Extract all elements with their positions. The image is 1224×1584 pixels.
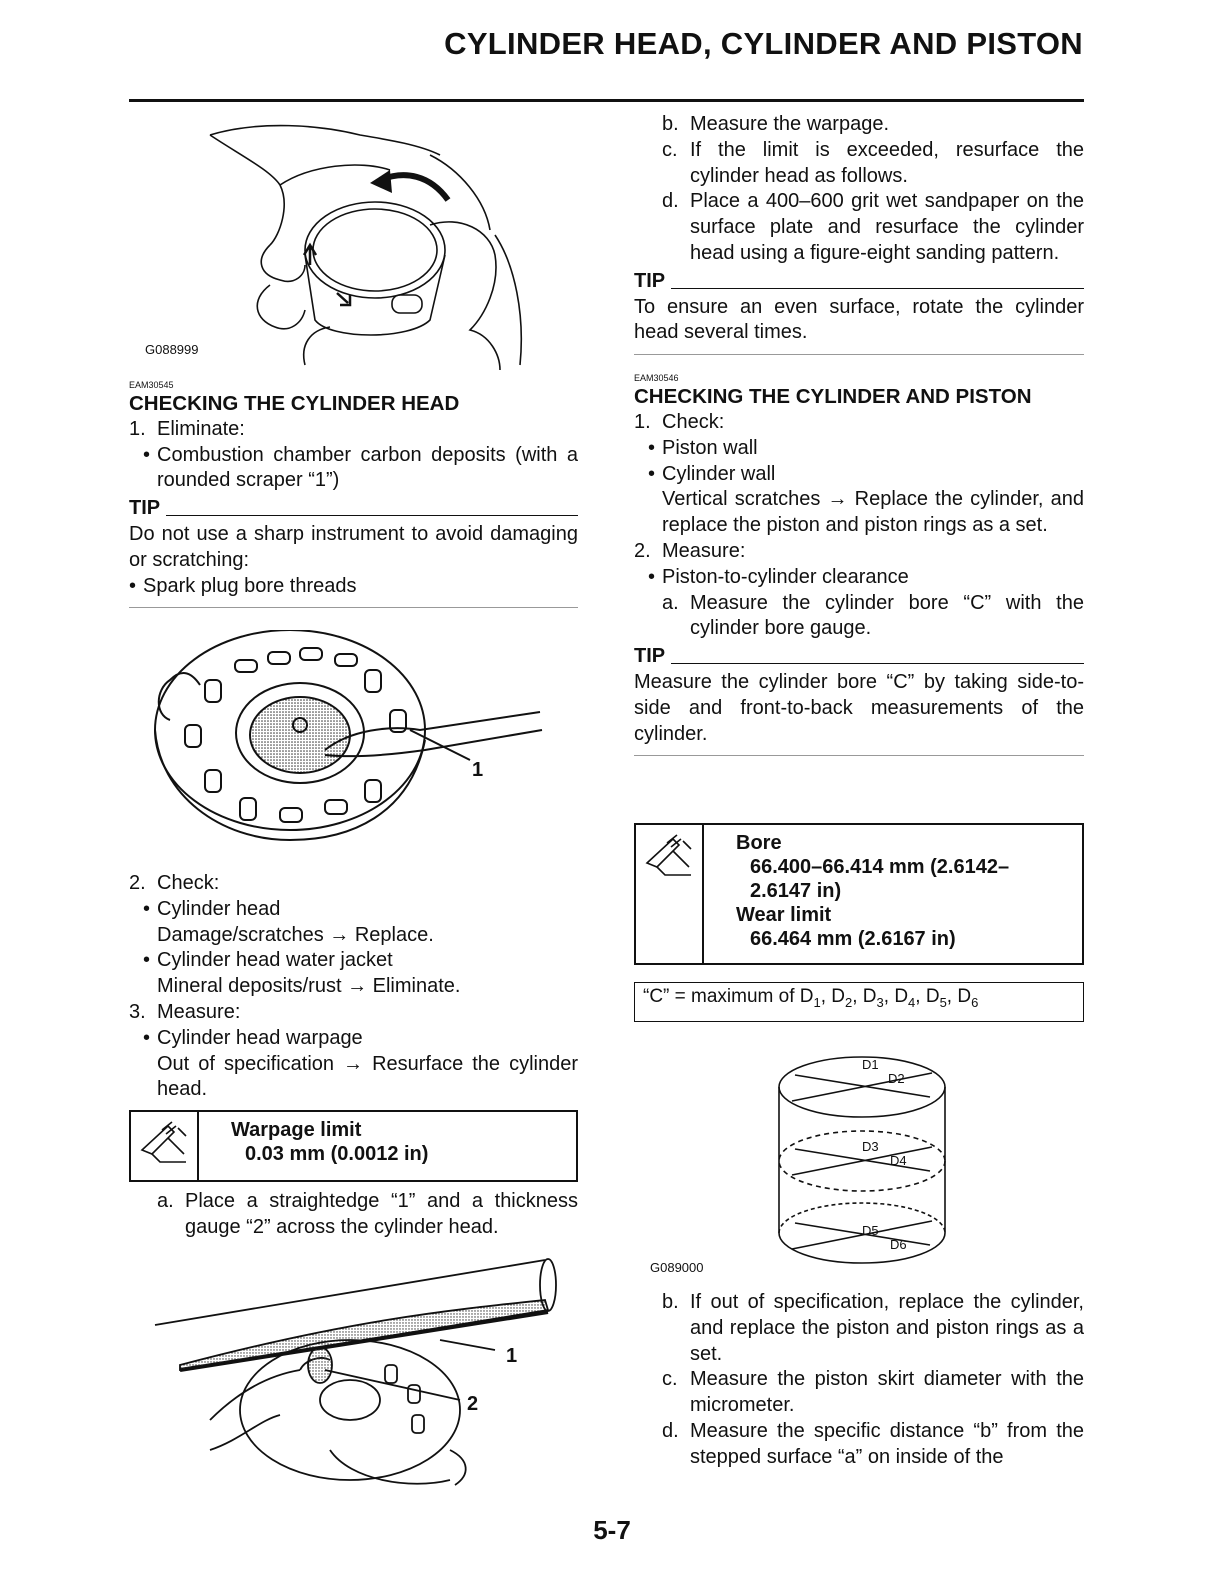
substep-text: Measure the specific distance “b” from the stepped surface “a” on inside of the [690, 1419, 1084, 1468]
tip-header [634, 269, 1084, 295]
warpage-spec-box [129, 1110, 578, 1182]
step-number: 1. [634, 410, 651, 433]
substep-letter: a. [157, 1190, 174, 1212]
bullet-text: Piston wall [662, 436, 758, 459]
substep-d [634, 189, 1084, 266]
bullet: • Cylinder wall [634, 462, 1084, 488]
left-column-sub-a [129, 1189, 578, 1241]
spec-value: 0.03 mm (0.0012 in) [245, 1143, 429, 1165]
bullet: • Combustion chamber carbon deposits (with a rounded scraper “1”) [129, 443, 578, 495]
substep-letter: b. [662, 113, 679, 135]
spec-text [704, 825, 1009, 963]
label-d6: D6 [890, 1237, 907, 1252]
substep-text: Measure the warpage. [690, 113, 890, 135]
step-3 [129, 1000, 578, 1026]
bullet-text: Piston-to-cylinder clearance [662, 565, 909, 588]
bullet-detail: Damage/scratches → Replace. [157, 923, 434, 946]
section-heading: CHECKING THE CYLINDER AND PISTON [634, 385, 1032, 409]
bullet: • Cylinder head water jacket [129, 948, 578, 974]
spec-value: 66.400–66.414 mm (2.6142– [750, 856, 1010, 878]
left-column-top [129, 380, 578, 608]
note-sub: 6 [971, 994, 979, 1010]
substep-letter: c. [662, 138, 678, 161]
page-title: CYLINDER HEAD, CYLINDER AND PISTON [444, 26, 1083, 61]
label-d3: D3 [862, 1139, 879, 1154]
section-code: EAM30546 [634, 373, 679, 384]
straightedge-figure [150, 1250, 570, 1490]
step-number: 2. [634, 539, 651, 562]
note-prefix: “C” = maximum of D [643, 986, 814, 1007]
bullet-detail: Mineral deposits/rust → Eliminate. [157, 975, 461, 998]
note-sub: 3 [876, 994, 884, 1010]
substep-text: Place a 400–600 grit wet sandpaper on the surface plate and resurface the cylinder head using a figure-eight sanding pattern. [690, 190, 1084, 264]
tip-label: TIP [634, 269, 666, 292]
step-number: 3. [129, 1000, 146, 1023]
step-number: 1. [129, 417, 146, 440]
step-2 [634, 539, 1084, 565]
substep-d [634, 1419, 1084, 1471]
piston-rotation-figure [130, 115, 570, 375]
right-column-bottom [634, 1290, 1084, 1471]
substep-a [129, 1189, 578, 1241]
spec-value: 66.464 mm (2.6167 in) [750, 928, 956, 950]
spec-text [199, 1112, 428, 1180]
spec-value-cont: 2.6147 in) [750, 880, 842, 902]
label-d1: D1 [862, 1057, 879, 1072]
step-2 [129, 871, 578, 897]
step-number: 2. [129, 872, 146, 894]
figure-code: G088999 [145, 342, 199, 357]
step-1 [129, 417, 578, 443]
substep-letter: d. [662, 190, 679, 213]
substep-text: If the limit is exceeded, resurface the cylinder head as follows. [690, 138, 1084, 187]
substep-letter: b. [662, 1291, 679, 1313]
header-rule [129, 99, 1084, 102]
substep-c [634, 1367, 1084, 1419]
bullet: • Cylinder head warpage [129, 1026, 578, 1052]
tip-label: TIP [129, 497, 161, 520]
callout-2: 2 [467, 1393, 479, 1415]
bore-spec-box [634, 823, 1084, 965]
cylinder-head-scraper-figure [150, 630, 550, 860]
bullet-text: Cylinder wall [662, 462, 776, 485]
bullet-text: Cylinder head warpage [157, 1026, 363, 1049]
figure-code: G089000 [650, 1260, 704, 1275]
substep-c [634, 138, 1084, 190]
substep-text: Place a straightedge “1” and a thickness gauge “2” across the cylinder head. [185, 1190, 578, 1238]
bullet: • Piston wall [634, 436, 1084, 462]
note-sub: 5 [939, 994, 947, 1010]
tip-bullet: • Spark plug bore threads [129, 574, 578, 600]
cylinder-measurement-figure [770, 1045, 955, 1275]
step-text: Check: [157, 872, 220, 894]
substep-a [634, 591, 1084, 643]
tip-text: Measure the cylinder bore “C” by taking side-to-side and front-to-back measurements of the cylinder. [634, 670, 1084, 745]
bullet-text: Cylinder head [157, 897, 281, 920]
tip-header [634, 644, 1084, 670]
bullet-text: Combustion chamber carbon deposits (with a rounded scraper “1”) [157, 443, 578, 492]
step-1 [634, 410, 1084, 436]
tip-bullet-text: Spark plug bore threads [143, 574, 357, 597]
tip-text: Do not use a sharp instrument to avoid damaging or scratching: [129, 522, 578, 571]
substep-b [634, 112, 1084, 138]
label-d5: D5 [862, 1223, 879, 1238]
substep-letter: c. [662, 1368, 678, 1391]
tip-text: To ensure an even surface, rotate the cylinder head several times. [634, 295, 1084, 344]
bore-definition-note: “C” = maximum of $D_1$, $D_2$, $D_3$, $D_4$, $D_5$, $D_6$ [634, 982, 1084, 1022]
step-text: Eliminate: [157, 417, 245, 440]
tip-end-rule [634, 755, 1084, 756]
tip-header [129, 496, 578, 522]
callout-1: 1 [506, 1345, 518, 1367]
left-column-mid [129, 871, 578, 1103]
right-column-top [634, 112, 1084, 756]
bullet: • Cylinder head [129, 897, 578, 923]
caliper-icon [131, 1112, 199, 1180]
spec-label: Wear limit [736, 904, 832, 926]
spec-label: Warpage limit [231, 1119, 362, 1141]
section-code: EAM30545 [129, 380, 174, 390]
note-sub: 4 [908, 994, 916, 1010]
section-heading: CHECKING THE CYLINDER HEAD [129, 392, 460, 415]
tip-label: TIP [634, 645, 666, 668]
note-sub: 1 [813, 994, 821, 1010]
substep-b [634, 1290, 1084, 1367]
caliper-icon [636, 825, 704, 963]
step-text: Check: [662, 410, 725, 433]
substep-letter: a. [662, 591, 679, 614]
substep-text: If out of specification, replace the cylinder, and replace the piston and piston rings as a set. [690, 1291, 1084, 1365]
bullet-detail: Out of specification → Resurface the cylinder head. [157, 1052, 578, 1101]
page-number: 5-7 [593, 1515, 631, 1545]
bullet: • Piston-to-cylinder clearance [634, 565, 1084, 591]
bullet-text: Cylinder head water jacket [157, 949, 393, 972]
callout-1: 1 [472, 759, 484, 781]
substep-text: Measure the cylinder bore “C” with the cylinder bore gauge. [690, 591, 1084, 640]
label-d2: D2 [888, 1071, 905, 1086]
note-sub: 2 [845, 994, 853, 1010]
step-text: Measure: [157, 1000, 241, 1023]
tip-end-rule [129, 607, 578, 608]
substep-letter: d. [662, 1419, 679, 1442]
substep-text: Measure the piston skirt diameter with the micrometer. [690, 1368, 1084, 1417]
spec-label: Bore [736, 832, 782, 854]
bullet-detail: Vertical scratches → Replace the cylinder, and replace the piston and piston rings as a set. [662, 488, 1084, 537]
step-text: Measure: [662, 539, 746, 562]
label-d4: D4 [890, 1153, 907, 1168]
